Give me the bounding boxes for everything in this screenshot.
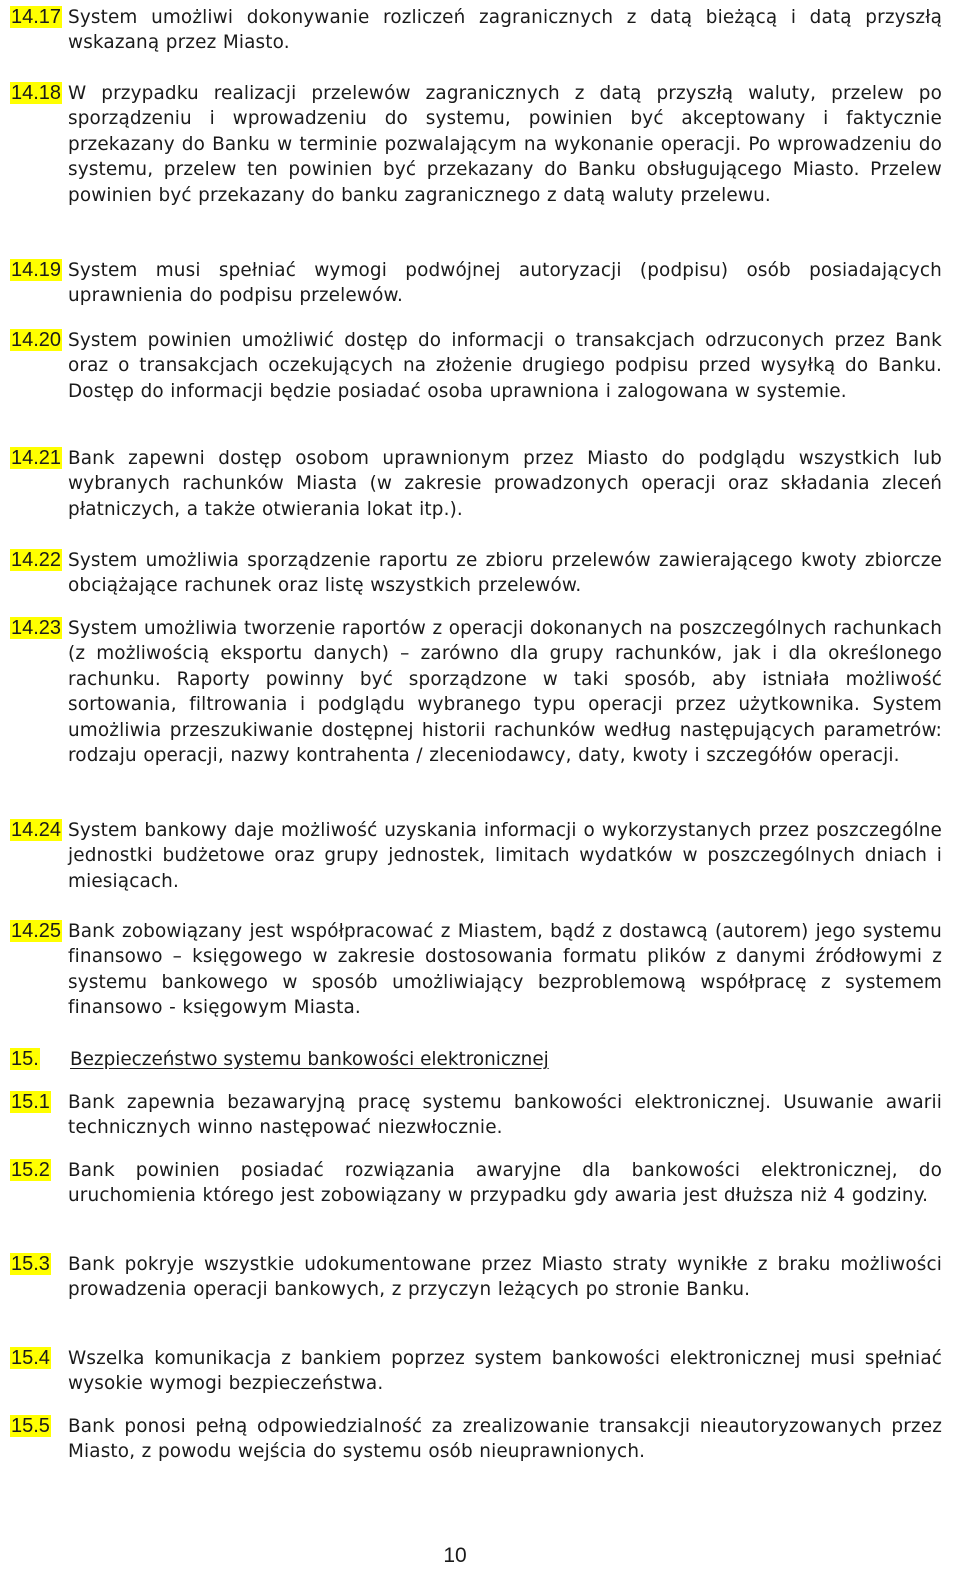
section-text: W przypadku realizacji przelewów zagranicznych z datą przyszłą waluty, przelew po sporządzeniu i wprowadzeniu do systemu, powinien być akceptowany i faktycznie przekazany do Banku w terminie pozwalającym na wykonanie operacji. Po wprowadzeniu do systemu, przelew ten powinien być przekazany do Banku obsługującego Miasto. Przelew powinien być przekazany do banku zagranicznego z datą waluty przelewu. [68,83,942,206]
section-number: 15.5 [11,1415,50,1437]
section-15-4 [10,1346,942,1397]
section-text: System umożliwi dokonywanie rozliczeń zagranicznych z datą bieżącą i datą przyszłą wskazaną przez Miasto. [68,7,942,54]
section-number: 14.22 [11,549,62,571]
chapter-title: Bezpieczeństwo systemu bankowości elektronicznej [70,1049,549,1070]
section-number: 14.23 [11,617,62,639]
section-number: 14.18 [11,82,62,104]
section-number: 14.25 [11,920,62,942]
section-15-3 [10,1252,942,1303]
section-text: Bank zapewni dostęp osobom uprawnionym przez Miasto do podglądu wszystkich lub wybranych rachunków Miasta (w zakresie prowadzonych operacji oraz składania zleceń płatniczych, a także otwierania lokat itp.). [68,448,942,520]
section-number: 15.3 [11,1253,50,1275]
section-14-25 [10,919,942,1021]
section-text: Bank pokryje wszystkie udokumentowane przez Miasto straty wynikłe z braku możliwości prowadzenia operacji bankowych, z przyczyn leżących po stronie Banku. [68,1254,942,1301]
section-14-19 [10,258,942,309]
section-14-22 [10,548,942,599]
section-number: 15.2 [11,1159,50,1181]
chapter-number: 15. [11,1048,39,1070]
section-14-23 [10,616,942,768]
section-15-5 [10,1414,942,1465]
page-number: 10 [443,1544,467,1567]
section-15-2 [10,1158,942,1209]
section-number: 14.19 [11,259,62,281]
section-number: 15.4 [11,1347,50,1369]
section-text: Wszelka komunikacja z bankiem poprzez system bankowości elektronicznej musi spełniać wysokie wymogi bezpieczeństwa. [68,1348,942,1395]
section-text: System umożliwia tworzenie raportów z operacji dokonanych na poszczególnych rachunkach (z możliwością eksportu danych) – zarówno dla grupy rachunków, jak i dla określonego rachunku. Raporty powinny być sporządzone w taki sposób, aby istniała możliwość sortowania, filtrowania i podglądu wybranego typu operacji przez użytkownika. System umożliwia przeszukiwanie dostępnej historii rachunków według następujących parametrów: rodzaju operacji, nazwy kontrahenta / zleceniodawcy, daty, kwoty i szczegółów operacji. [68,618,942,767]
section-text: Bank ponosi pełną odpowiedzialność za zrealizowanie transakcji nieautoryzowanych przez Miasto, z powodu wejścia do systemu osób nieuprawnionych. [68,1416,942,1463]
section-text: System umożliwia sporządzenie raportu ze zbioru przelewów zawierającego kwoty zbiorcze obciążające rachunek oraz listę wszystkich przelewów. [68,550,942,597]
section-text: System bankowy daje możliwość uzyskania informacji o wykorzystanych przez poszczególne jednostki budżetowe oraz grupy jednostek, limitach wydatków w poszczególnych dniach i miesiącach. [68,820,942,892]
section-text: Bank powinien posiadać rozwiązania awaryjne dla bankowości elektronicznej, do uruchomienia którego jest zobowiązany w przypadku gdy awaria jest dłuższa niż 4 godziny. [68,1160,942,1207]
chapter-heading-15 [10,1047,549,1072]
section-text: System musi spełniać wymogi podwójnej autoryzacji (podpisu) osób posiadających uprawnienia do podpisu przelewów. [68,260,942,307]
section-14-18 [10,81,942,208]
section-text: Bank zobowiązany jest współpracować z Miastem, bądź z dostawcą (autorem) jego systemu finansowo – księgowego w zakresie dostosowania formatu plików z danymi źródłowymi z systemu bankowego w sposób umożliwiający bezproblemową współpracę z systemem finansowo - księgowym Miasta. [68,921,942,1019]
section-number: 14.20 [11,329,62,351]
section-text: System powinien umożliwić dostęp do informacji o transakcjach odrzuconych przez Bank oraz o transakcjach oczekujących na złożenie drugiego podpisu przed wysyłką do Banku. Dostęp do informacji będzie posiadać osoba uprawniona i zalogowana w systemie. [68,330,942,402]
section-15-1 [10,1090,942,1141]
section-number: 14.24 [11,819,62,841]
section-14-17 [10,5,942,56]
section-number: 14.21 [11,447,62,469]
section-number: 15.1 [11,1091,50,1113]
section-14-24 [10,818,942,894]
section-number: 14.17 [11,6,62,28]
section-14-20 [10,328,942,404]
section-14-21 [10,446,942,522]
section-text: Bank zapewnia bezawaryjną pracę systemu bankowości elektronicznej. Usuwanie awarii technicznych winno następować niezwłocznie. [68,1092,942,1139]
